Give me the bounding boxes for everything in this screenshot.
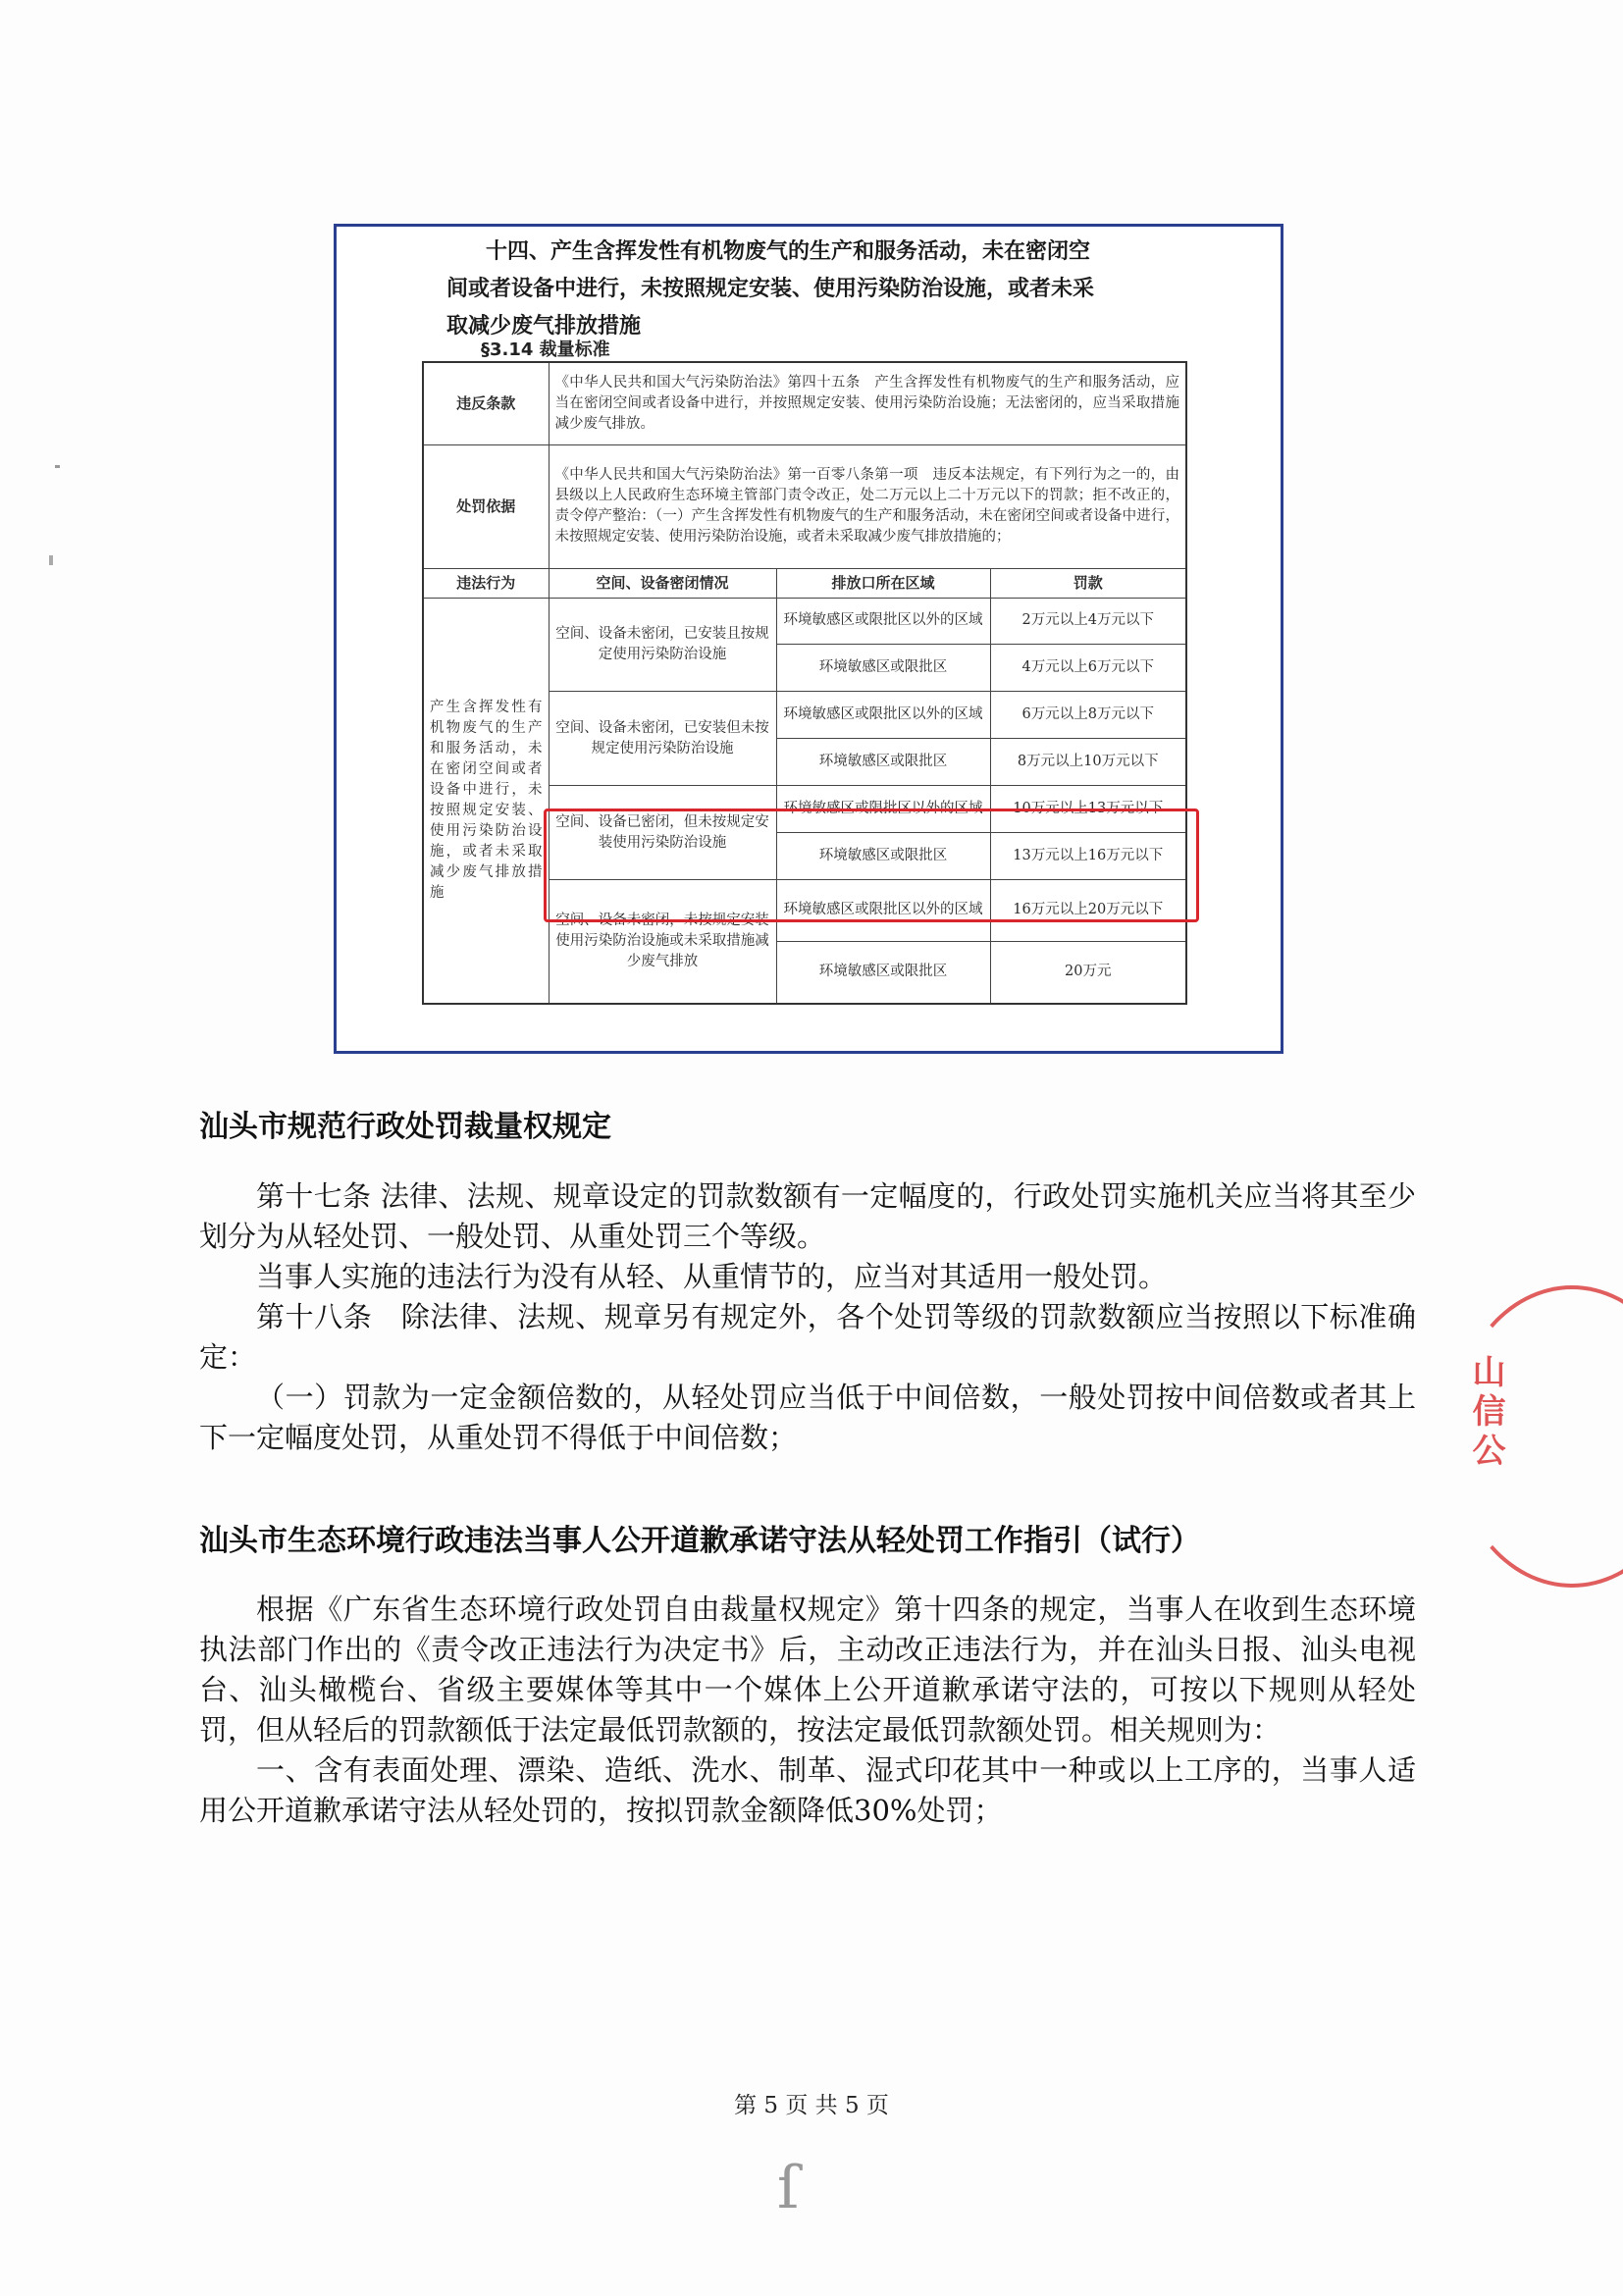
paragraph: （一）罚款为一定金额倍数的，从轻处罚应当低于中间倍数，一般处罚按中间倍数或者其上下一定幅度处罚，从重处罚不得低于中间倍数；	[199, 1381, 1416, 1454]
area-cell: 环境敏感区或限批区以外的区域	[776, 692, 990, 739]
paragraph: 根据《广东省生态环境行政处罚自由裁量权规定》第十四条的规定，当事人在收到生态环境执法部门作出的《责令改正违法行为决定书》后，主动改正违法行为，并在汕头日报、汕头电视台、汕头橄榄台、省级主要媒体等其中一个媒体上公开道歉承诺守法的，可按以下规则从轻处罚，但从轻后的罚款额低于法定最低罚款额的，按法定最低罚款额处罚。相关规则为：	[199, 1592, 1416, 1747]
fine-cell: 4万元以上6万元以下	[990, 645, 1186, 692]
section-label: §3.14 裁量标准	[481, 339, 610, 360]
excerpt-heading-line: 取减少废气排放措施	[446, 314, 642, 339]
fine-cell: 8万元以上10万元以下	[990, 739, 1186, 786]
section-body	[199, 1176, 1416, 1458]
excerpt-heading-line: 间或者设备中进行，未按照规定安装、使用污染防治设施，或者未采	[446, 277, 1095, 301]
condition-cell: 空间、设备未密闭，未按规定安装使用污染防治设施或未采取措施减少废气排放	[549, 880, 776, 1004]
row-label: 违反条款	[423, 362, 549, 444]
scan-speck	[49, 555, 53, 565]
row-label: 处罚依据	[423, 444, 549, 568]
column-header: 违法行为	[423, 568, 549, 598]
column-header: 罚款	[990, 568, 1186, 598]
row-text: 《中华人民共和国大气污染防治法》第四十五条 产生含挥发性有机物废气的生产和服务活动，应当在密闭空间或者设备中进行，并按照规定安装、使用污染防治设施；无法密闭的，应当采取措施减少废气排放。	[549, 362, 1186, 444]
row-text: 《中华人民共和国大气污染防治法》第一百零八条第一项 违反本法规定，有下列行为之一的，由县级以上人民政府生态环境主管部门责令改正，处二万元以上二十万元以下的罚款；拒不改正的，责令停产整治：（一）产生含挥发性有机物废气的生产和服务活动，未在密闭空间或者设备中进行，未按照规定安装、使用污染防治设施，或者未采取减少废气排放措施的；	[549, 444, 1186, 568]
page-number: 第 5 页 共 5 页	[734, 2093, 889, 2118]
section-title: 汕头市规范行政处罚裁量权规定	[199, 1110, 611, 1144]
area-cell: 环境敏感区或限批区	[776, 941, 990, 1004]
paragraph: 一、含有表面处理、漂染、造纸、洗水、制革、湿式印花其中一种或以上工序的，当事人适用公开道歉承诺守法从轻处罚的，按拟罚款金额降低30%处罚；	[199, 1753, 1416, 1827]
column-header: 排放口所在区域	[776, 568, 990, 598]
section-title: 汕头市生态环境行政违法当事人公开道歉承诺守法从轻处罚工作指引（试行）	[199, 1524, 1200, 1558]
fine-cell: 2万元以上4万元以下	[990, 598, 1186, 645]
fine-cell: 10万元以上13万元以下	[990, 786, 1186, 833]
handwritten-mark: ſ	[777, 2154, 800, 2222]
discretion-standard-table	[422, 361, 1187, 1005]
behavior-cell: 产生含挥发性有机物废气的生产和服务活动，未在密闭空间或者设备中进行，未按照规定安装、使用污染防治设施，或者未采取减少废气排放措施	[423, 598, 549, 1004]
area-cell: 环境敏感区或限批区	[776, 645, 990, 692]
fine-cell: 13万元以上16万元以下	[990, 833, 1186, 880]
fine-cell: 6万元以上8万元以下	[990, 692, 1186, 739]
paragraph: 第十八条 除法律、法规、规章另有规定外，各个处罚等级的罚款数额应当按照以下标准确定：	[199, 1300, 1416, 1374]
fine-cell: 20万元	[990, 941, 1186, 1004]
condition-cell: 空间、设备已密闭，但未按规定安装使用污染防治设施	[549, 786, 776, 880]
area-cell: 环境敏感区或限批区以外的区域	[776, 598, 990, 645]
excerpt-heading-line: 十四、产生含挥发性有机物废气的生产和服务活动，未在密闭空	[486, 239, 1091, 264]
excerpt-heading	[446, 234, 1192, 345]
seal-lettering: 山信公	[1466, 1354, 1505, 1472]
fine-cell: 16万元以上20万元以下	[990, 880, 1186, 942]
section-body	[199, 1590, 1416, 1831]
area-cell: 环境敏感区或限批区	[776, 739, 990, 786]
condition-cell: 空间、设备未密闭，已安装且按规定使用污染防治设施	[549, 598, 776, 692]
paragraph: 第十七条 法律、法规、规章设定的罚款数额有一定幅度的，行政处罚实施机关应当将其至少划分为从轻处罚、一般处罚、从重处罚三个等级。	[199, 1179, 1416, 1253]
area-cell: 环境敏感区或限批区以外的区域	[776, 880, 990, 942]
paragraph: 当事人实施的违法行为没有从轻、从重情节的，应当对其适用一般处罚。	[256, 1260, 1168, 1293]
scan-speck	[55, 465, 60, 468]
column-header: 空间、设备密闭情况	[549, 568, 776, 598]
condition-cell: 空间、设备未密闭，已安装但未按规定使用污染防治设施	[549, 692, 776, 786]
area-cell: 环境敏感区或限批区	[776, 833, 990, 880]
area-cell: 环境敏感区或限批区以外的区域	[776, 786, 990, 833]
